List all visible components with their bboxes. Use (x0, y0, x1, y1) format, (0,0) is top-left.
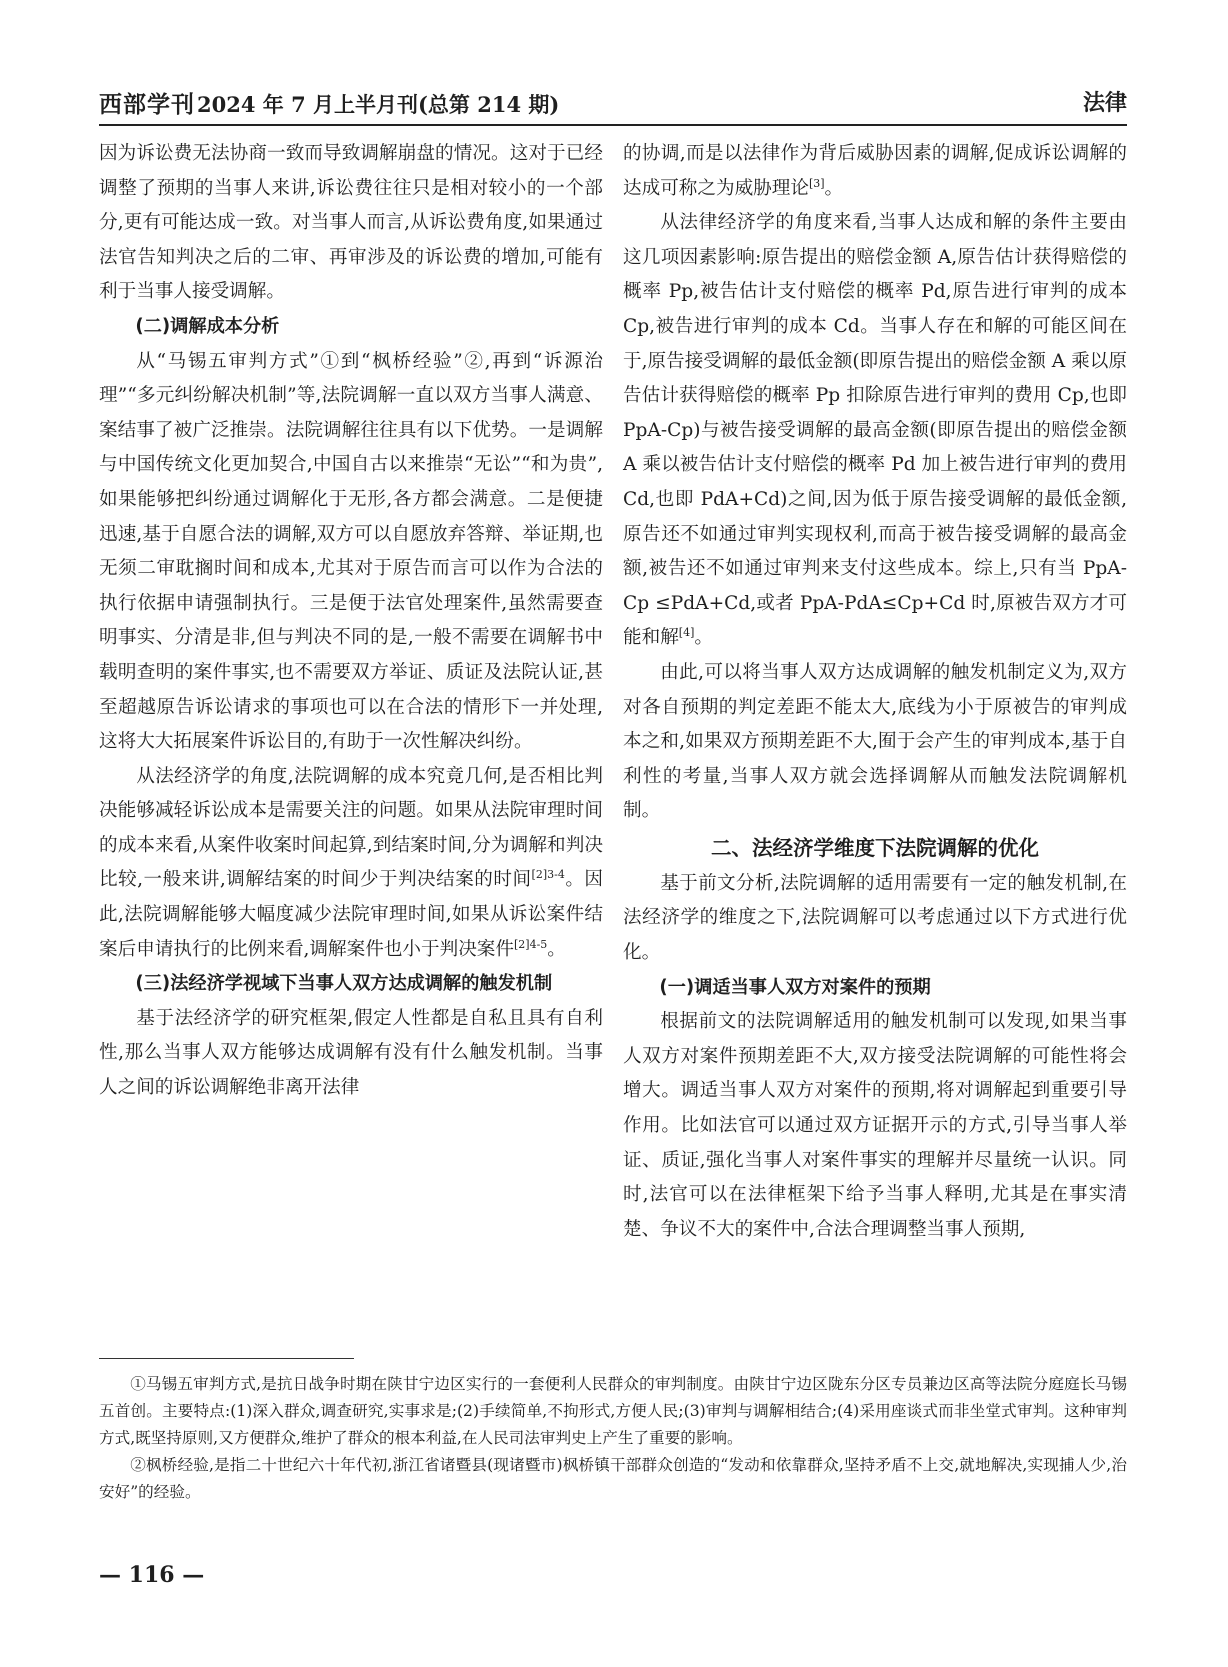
citation: [3] (808, 176, 825, 190)
paragraph-text: 。 (824, 177, 844, 199)
paragraph-text: 从法律经济学的角度来看,当事人达成和解的条件主要由这几项因素影响:原告提出的赔偿金额 A,原告估计获得赔偿的概率 Pp,被告估计支付赔偿的概率 Pd,原告进行审判的成本 Cp,被告进行审判的成本 Cd。当事人存在和解的可能区间在于,原告接受调解的最低金额(即原告提出的赔偿金额 A 乘以原告估计获得赔偿的概率 Pp 扣除原告进行审判的费用 Cp,也即 PpA-Cp)与被告接受调解的最高金额(即原告提出的赔偿金额 A 乘以被告估计支付赔偿的概率 Pd 加上被告进行审判的费用 Cd,也即 PdA+Cd)之间,因为低于原告接受调解的最低金额,原告还不如通过审判实现权利,而高于被告接受调解的最高金额,被告还不如通过审判来支付这些成本。综上,只有当 PpA-Cp ≤PdA+Cd,或者 PpA-PdA≤Cp+Cd 时,原被告双方才可能和解 (623, 212, 1127, 649)
footnote: ②枫桥经验,是指二十世纪六十年代初,浙江省诸暨县(现诸暨市)枫桥镇干部群众创造的“发动和依靠群众,坚持矛盾不上交,就地解决,实现捕人少,治安好”的经验。 (99, 1456, 1127, 1501)
running-header (99, 84, 1127, 120)
paragraph-text: 。因此,法院调解能够大幅度减少法院审理时间,如果从诉讼案件结案后申请执行的比例来看,调解案件也小于判决案件 (99, 869, 603, 960)
journal-issue-line (99, 86, 559, 119)
citation: [4] (678, 626, 695, 640)
subsection-heading: (二)调解成本分析 (135, 315, 280, 337)
right-column (623, 137, 1127, 1247)
paragraph-text: 的协调,而是以法律作为背后威胁因素的调解,促成诉讼调解的达成可称之为威胁理论 (623, 143, 1127, 199)
paragraph (623, 137, 1127, 206)
footnotes (99, 1371, 1127, 1506)
left-column (99, 137, 603, 1106)
paragraph: 由此,可以将当事人双方达成调解的触发机制定义为,双方对各自预期的判定差距不能太大,底线为小于原被告的审判成本之和,如果双方预期差距不大,囿于会产生的审判成本,基于自利性的考量,当事人双方就会选择调解从而触发法院调解机制。 (623, 661, 1127, 822)
issue-info: 2024 年 7 月上半月刊(总第 214 期) (197, 92, 560, 117)
section-name: 法律 (1082, 90, 1127, 116)
header-rule (99, 124, 1127, 126)
paragraph-text: 。 (694, 627, 713, 649)
page-number: — 116 — (99, 1562, 205, 1588)
citation: [2]3-4 (531, 868, 565, 882)
paragraph: 因为诉讼费无法协商一致而导致调解崩盘的情况。这对于已经调整了预期的当事人来讲,诉讼费往往只是相对较小的一个部分,更有可能达成一致。对当事人而言,从诉讼费角度,如果通过法官告知判决之后的二审、再审涉及的诉讼费的增加,可能有利于当事人接受调解。 (99, 143, 603, 303)
paragraph-text: 从法经济学的角度,法院调解的成本究竟几何,是否相比判决能够减轻诉讼成本是需要关注的问题。如果从法院审理时间的成本来看,从案件收案时间起算,到结案时间,分为调解和判决比较,一般来讲,调解结案的时间少于判决结案的时间 (99, 765, 603, 891)
paragraph: 从“马锡五审判方式”①到“枫桥经验”②,再到“诉源治理”“多元纠纷解决机制”等,法院调解一直以双方当事人满意、案结事了被广泛推崇。法院调解往往具有以下优势。一是调解与中国传统文化更加契合,中国自古以来推崇“无讼”“和为贵”,如果能够把纠纷通过调解化于无形,各方都会满意。二是便捷迅速,基于自愿合法的调解,双方可以自愿放弃答辩、举证期,也无须二审耽搁时间和成本,尤其对于原告而言可以作为合法的执行依据申请强制执行。三是便于法官处理案件,虽然需要查明事实、分清是非,但与判决不同的是,一般不需要在调解书中载明查明的案件事实,也不需要双方举证、质证及法院认证,甚至超越原告诉讼请求的事项也可以在合法的情形下一并处理,这将大大拓展案件诉讼目的,有助于一次性解决纠纷。 (99, 350, 603, 753)
citation: [2]4-5 (513, 937, 548, 951)
footnote: ①马锡五审判方式,是抗日战争时期在陕甘宁边区实行的一套便利人民群众的审判制度。由陕甘宁边区陇东分区专员兼边区高等法院分庭庭长马锡五首创。主要特点:(1)深入群众,调查研究,实事求是;(2)手续简单,不拘形式,方便人民;(3)审判与调解相结合;(4)采用座谈式而非坐堂式审判。这种审判方式,既坚持原则,又方便群众,维护了群众的根本利益,在人民司法审判史上产生了重要的影响。 (99, 1375, 1127, 1447)
paragraph (99, 760, 603, 968)
paragraph: 基于前文分析,法院调解的适用需要有一定的触发机制,在法经济学的维度之下,法院调解可以考虑通过以下方式进行优化。 (623, 872, 1127, 964)
journal-logo: 西部学刊 (99, 91, 195, 118)
subsection-heading: (一)调适当事人双方对案件的预期 (659, 976, 931, 998)
paragraph-text: 。 (547, 938, 566, 960)
paragraph (623, 206, 1127, 656)
paragraph: 基于法经济学的研究框架,假定人性都是自私且具有自利性,那么当事人双方能够达成调解有没有什么触发机制。当事人之间的诉讼调解绝非离开法律 (99, 1007, 603, 1099)
footnote-rule (99, 1358, 354, 1359)
paragraph: 根据前文的法院调解适用的触发机制可以发现,如果当事人双方对案件预期差距不大,双方接受法院调解的可能性将会增大。调适当事人双方对案件的预期,将对调解起到重要引导作用。比如法官可以通过双方证据开示的方式,引导当事人举证、质证,强化当事人对案件事实的理解并尽量统一认识。同时,法官可以在法律框架下给予当事人释明,尤其是在事实清楚、争议不大的案件中,合法合理调整当事人预期, (623, 1011, 1127, 1240)
subsection-heading: (三)法经济学视域下当事人双方达成调解的触发机制 (135, 973, 553, 995)
section-heading: 二、法经济学维度下法院调解的优化 (711, 835, 1039, 860)
